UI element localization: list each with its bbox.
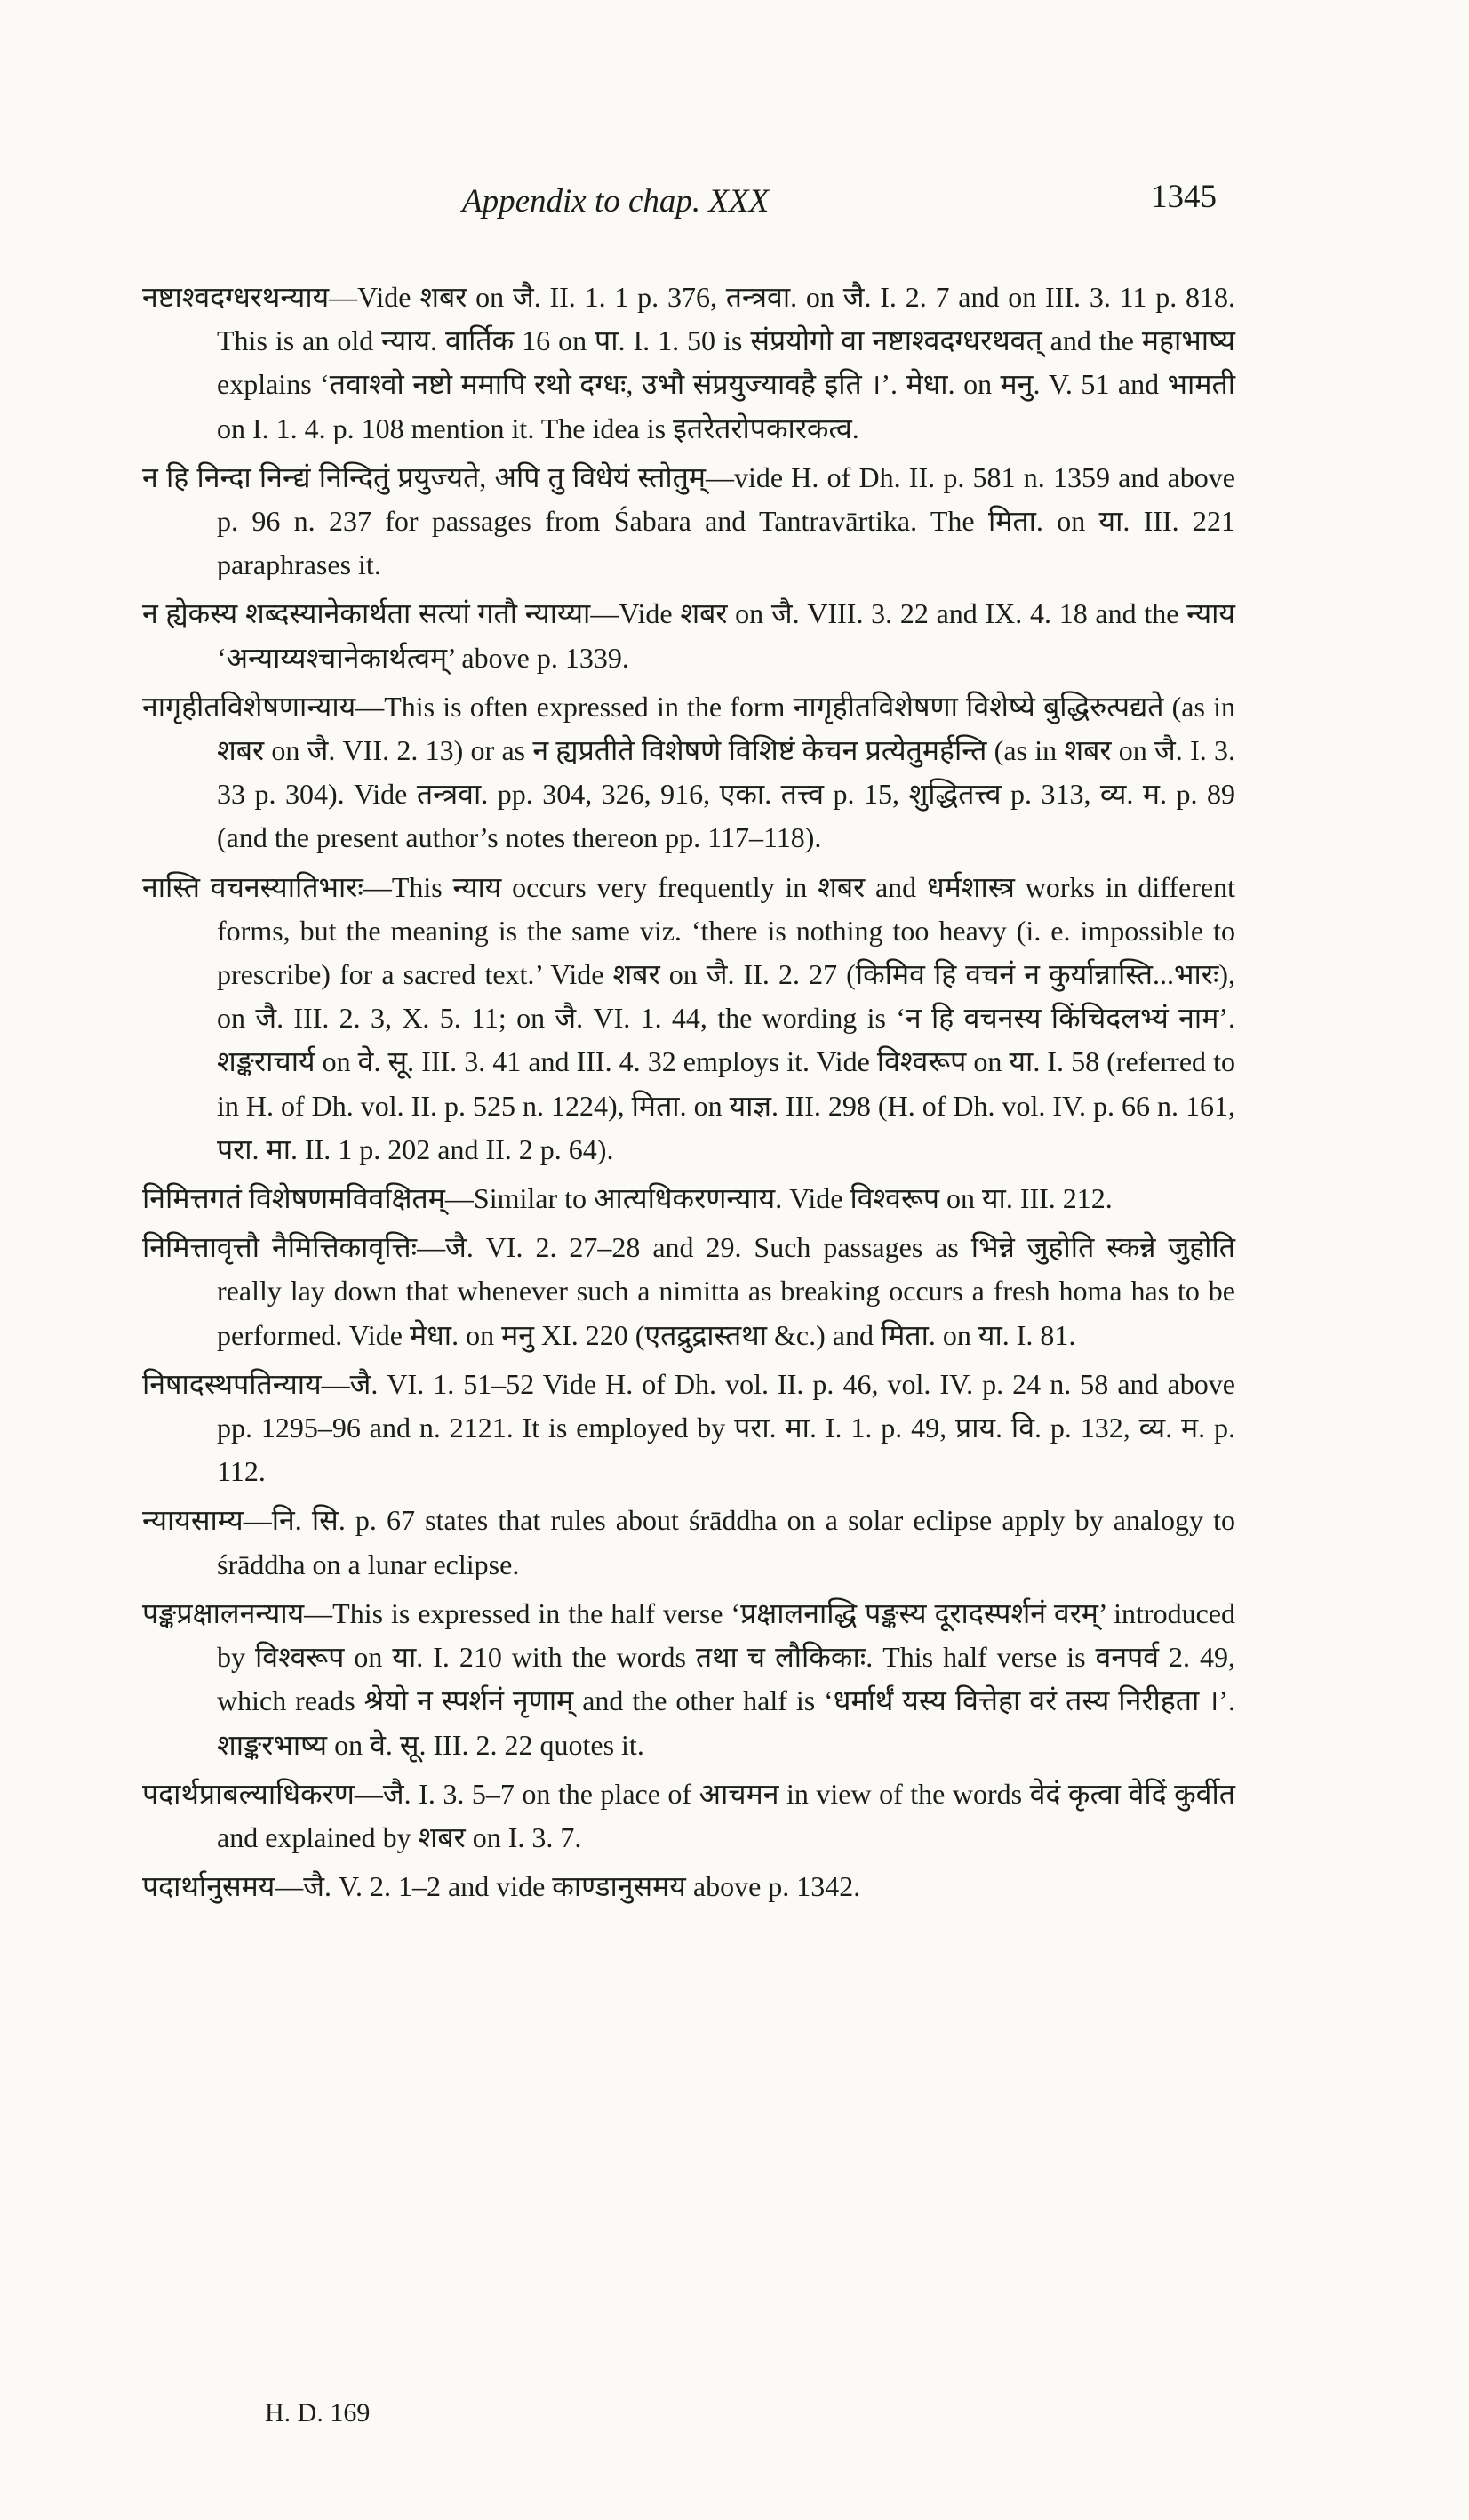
entry: निमित्तावृत्तौ नैमित्तिकावृत्तिः—जै. VI. 2. 27–28 and 29. Such passages as भिन्ने जुहोति स्कन्ने जुहोति really lay down that whenever such a nimitta as breaking occurs a fresh homa has to be performed. Vide मेधा. on मनु XI. 220 (एतद्रुद्रास्तथा &c.) and मिता. on या. I. 81. xyxy=(142,1231,1235,1351)
entry: न्यायसाम्य—नि. सि. p. 67 states that rules about śrāddha on a solar eclipse apply by analogy to śrāddha on a lunar eclipse. xyxy=(142,1504,1235,1580)
entry: पदार्थानुसमय—जै. V. 2. 1–2 and vide काण्डानुसमय above p. 1342. xyxy=(142,1870,861,1903)
entry: न ह्येकस्य शब्दस्यानेकार्थता सत्यां गतौ न्याय्या—Vide शबर on जै. VIII. 3. 22 and IX. 4. 18 and the न्याय ‘अन्याय्यश्चानेकार्थत्वम्’ above p. 1339. xyxy=(142,597,1235,674)
running-header: Appendix to chap. XXX xyxy=(462,183,770,220)
page-number: 1345 xyxy=(1151,179,1217,215)
entry: नष्टाश्वदग्धरथन्याय—Vide शबर on जै. II. 1. 1 p. 376, तन्त्रवा. on जै. I. 2. 7 and on III. 3. 11 p. 818. This is an old न्याय. वार्तिक 16 on पा. I. 1. 50 is संप्रयोगो वा नष्टाश्वदग्धरथवत् and the महाभाष्य explains ‘तवाश्वो नष्टो ममापि रथो दग्धः, उभौ संप्रयुज्यावहै इति ।’. मेधा. on मनु. V. 51 and भामती on I. 1. 4. p. 108 mention it. The idea is इतरेतरोपकारकत्व. xyxy=(142,281,1235,444)
entry: न हि निन्दा निन्द्यं निन्दितुं प्रयुज्यते, अपि तु विधेयं स्तोतुम्—vide H. of Dh. II. p. 581 n. 1359 and above p. 96 n. 237 for passages from Śabara and Tantravārtika. The मिता. on या. III. 221 paraphrases it. xyxy=(142,460,1235,581)
entry: पङ्कप्रक्षालनन्याय—This is expressed in the half verse ‘प्रक्षालनाद्धि पङ्कस्य दूरादस्पर्शनं वरम्’ introduced by विश्वरूप on या. I. 210 with the words तथा च लौकिकाः. This half verse is वनपर्व 2. 49, which reads श्रेयो न स्पर्शनं नृणाम् and the other half is ‘धर्मार्थं यस्य वित्तेहा वरं तस्य निरीहता ।’. शाङ्करभाष्य on वे. सू. III. 2. 22 quotes it. xyxy=(142,1596,1235,1761)
entry: नास्ति वचनस्यातिभारः—This न्याय occurs very frequently in शबर and धर्मशास्त्र works in different forms, but the meaning is the same viz. ‘there is nothing too heavy (i. e. impossible to prescribe) for a sacred text.’ Vide शबर on जै. II. 2. 27 (किमिव हि वचनं न कुर्यान्नास्ति...भारः), on जै. III. 2. 3, X. 5. 11; on जै. VI. 1. 44, the wording is ‘न हि वचनस्य किंचिदलभ्यं नाम’. शङ्कराचार्य on वे. सू. III. 3. 41 and III. 4. 32 employs it. Vide विश्वरूप on या. I. 58 (referred to in H. of Dh. vol. II. p. 525 n. 1224), मिता. on याज्ञ. III. 298 (H. of Dh. vol. IV. p. 66 n. 161, परा. मा. II. 1 p. 202 and II. 2 p. 64). xyxy=(142,870,1235,1165)
printer-signature: H. D. 169 xyxy=(265,2398,371,2428)
entry: नागृहीतविशेषणान्याय—This is often expressed in the form नागृहीतविशेषणा विशेष्ये बुद्धिरुत्पद्यते (as in शबर on जै. VII. 2. 13) or as न ह्यप्रतीते विशेषणे विशिष्टं केचन प्रत्येतुमर्हन्ति (as in शबर on जै. I. 3. 33 p. 304). Vide तन्त्रवा. pp. 304, 326, 916, एका. तत्त्व p. 15, शुद्धितत्त्व p. 313, व्य. म. p. 89 (and the present author’s notes thereon pp. 117–118). xyxy=(142,690,1235,854)
entry: निमित्तगतं विशेषणमविवक्षितम्—Similar to आत्यधिकरणन्याय. Vide विश्वरूप on या. III. 212. xyxy=(142,1182,1113,1215)
entry: निषादस्थपतिन्याय—जै. VI. 1. 51–52 Vide H. of Dh. vol. II. p. 46, vol. IV. p. 24 n. 58 and above pp. 1295–96 and n. 2121. It is employed by परा. मा. I. 1. p. 49, प्राय. वि. p. 132, व्य. म. p. 112. xyxy=(142,1367,1235,1488)
entry-list xyxy=(142,276,1235,1914)
entry: पदार्थप्राबल्याधिकरण—जै. I. 3. 5–7 on the place of आचमन in view of the words वेदं कृत्वा वेदिं कुर्वीत and explained by शबर on I. 3. 7. xyxy=(142,1777,1235,1853)
